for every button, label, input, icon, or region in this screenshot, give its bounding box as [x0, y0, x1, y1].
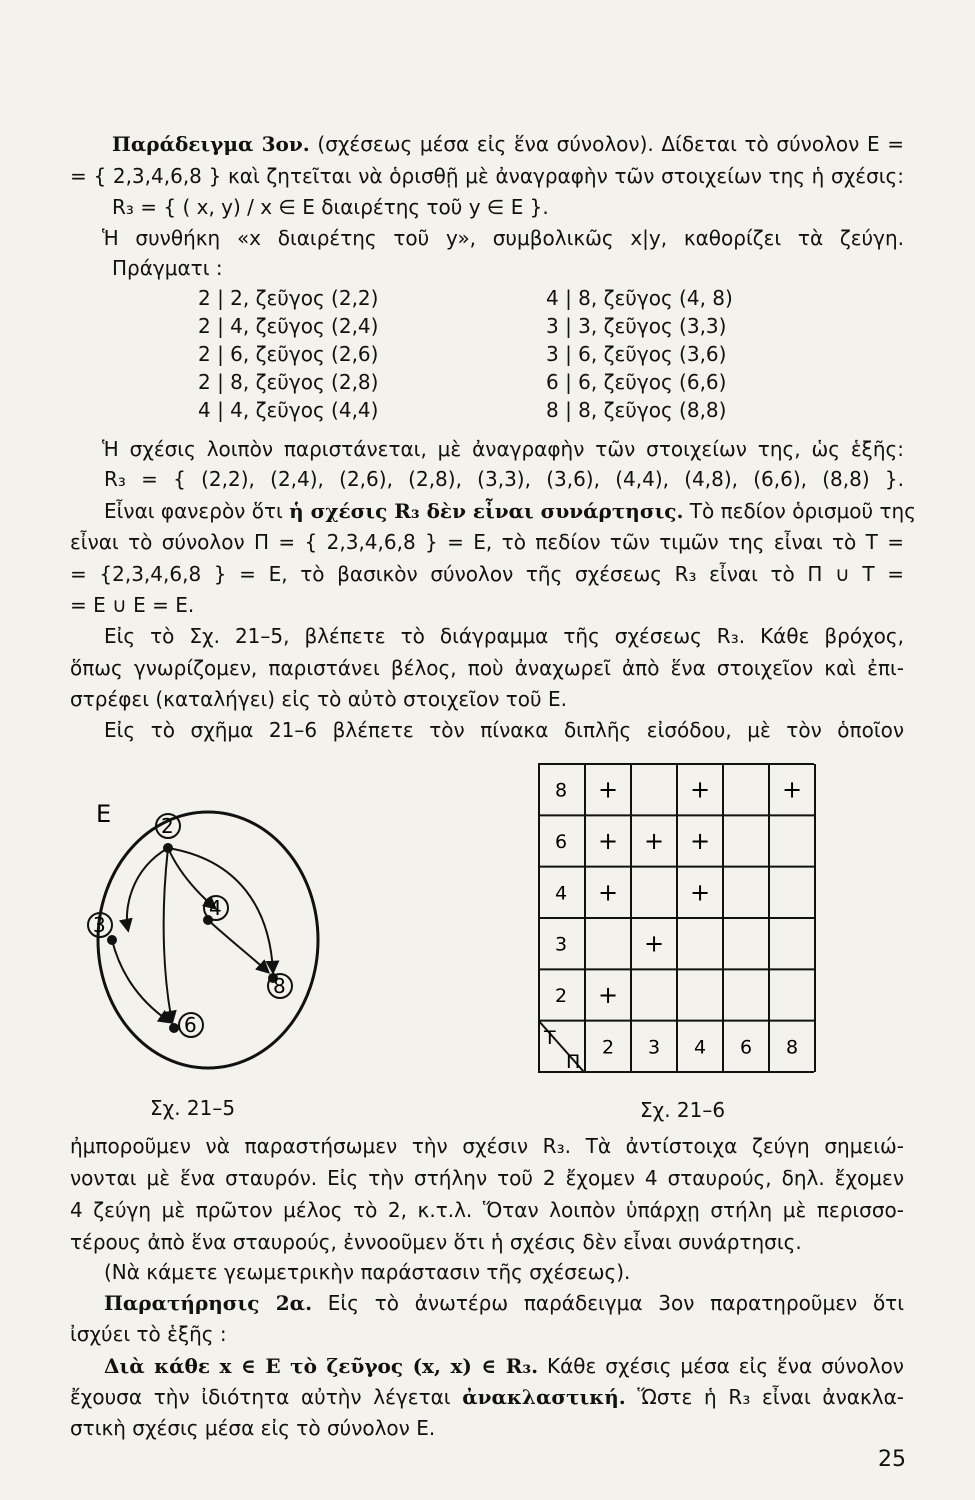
pair-item: 2 | 2, ζεῦγος (2,2)	[198, 286, 379, 310]
para2-line-1: Ἡ σχέσις λοιπὸν παριστάνεται, μὲ ἀναγραφὴν τῶν στοιχείων της, ὡς ἑξῆς:	[102, 437, 904, 461]
remark-line-2: ἰσχύει τὸ ἑξῆς :	[70, 1322, 227, 1346]
table-row-label: 8	[554, 779, 568, 802]
page-number: 25	[878, 1447, 906, 1472]
table-row-labels	[555, 780, 567, 1007]
reflexive-term: ἀνακλαστική.	[462, 1385, 626, 1409]
pairs-right-list	[546, 284, 733, 424]
example-line-1	[112, 130, 904, 158]
remark-line-3	[104, 1352, 904, 1380]
pair-item: 2 | 4, ζεῦγος (2,4)	[198, 314, 379, 338]
node-dot-6	[169, 1023, 179, 1033]
para2-line-6: = Ε ∪ Ε = Ε.	[70, 593, 195, 617]
para2-line-4: εἶναι τὸ σύνολον Π = { 2,3,4,6,8 } = E, τὸ πεδίον τῶν τιμῶν της εἶναι τὸ Τ =	[70, 530, 904, 554]
node-label-6: 6	[184, 1013, 197, 1037]
para2-line-3c: Τὸ πεδίον ὁρισμοῦ της	[683, 499, 916, 523]
table-cross-mark: +	[689, 827, 711, 855]
table-row-label: 3	[554, 933, 568, 956]
table-cross-mark: +	[689, 775, 711, 804]
node-label-2: 2	[161, 814, 174, 838]
table-column-label: 8	[785, 1036, 799, 1059]
relation-listing: R₃ = { (2,2), (2,4), (2,6), (2,8), (3,3), (3,6), (4,4), (4,8), (6,6), (8,8) }.	[104, 467, 904, 491]
table-marks	[598, 776, 802, 1009]
reflexive-condition: Διὰ κάθε x ∈ E τὸ ζεῦγος (x, x) ∈ R₃.	[104, 1354, 539, 1378]
table-row-label: 4	[554, 882, 568, 905]
remark-line-3-text: Κάθε σχέσις μέσα εἰς ἕνα σύνολον	[538, 1354, 904, 1378]
corner-label-top: Τ	[544, 1027, 556, 1049]
pair-item: 3 | 3, ζεῦγος (3,3)	[546, 314, 727, 338]
figure-caption-21-5: Σχ. 21–5	[150, 1096, 236, 1120]
not-function-statement: ἡ σχέσις R₃ δὲν εἶναι συνάρτησις.	[289, 499, 684, 523]
table-cross-mark: +	[781, 775, 803, 804]
para5-line-2: νονται μὲ ἕνα σταυρόν. Εἰς τὴν στήλην τοῦ 2 ἔχομεν 4 σταυρούς, δηλ. ἔχομεν	[70, 1166, 904, 1190]
table-column-label: 2	[601, 1036, 615, 1059]
node-dot-2	[163, 843, 173, 853]
relation-definition: R₃ = { ( x, y) / x ∈ E διαιρέτης τοῦ y ∈ E }.	[112, 195, 549, 219]
figure-caption-21-6: Σχ. 21–6	[640, 1098, 726, 1122]
para2-line-3	[104, 497, 916, 525]
table-cross-mark: +	[597, 981, 619, 1009]
para2-line-5: = {2,3,4,6,8 } = Ε, τὸ βασικὸν σύνολον τῆς σχέσεως R₃ εἶναι τὸ Π ∪ Τ =	[70, 562, 904, 586]
example-line-1-text: (σχέσεως μέσα εἰς ἕνα σύνολον). Δίδεται τὸ σύνολον Ε =	[317, 132, 905, 156]
pair-item: 8 | 8, ζεῦγος (8,8)	[546, 398, 727, 422]
arrow-3-to-6	[112, 940, 170, 1022]
table-cross-mark: +	[643, 827, 665, 855]
remark-line-5: στικὴ σχέσις μέσα εἰς τὸ σύνολον Ε.	[70, 1416, 436, 1440]
example-heading: Παράδειγμα 3ον.	[112, 132, 310, 156]
table-column-label: 6	[739, 1036, 753, 1059]
node-dot-3	[107, 935, 117, 945]
table-cross-mark: +	[597, 827, 619, 855]
table-cross-mark: +	[689, 878, 711, 907]
remark-heading: Παρατήρησις 2α.	[104, 1291, 313, 1315]
pair-item: 3 | 6, ζεῦγος (3,6)	[546, 342, 727, 366]
pair-item: 2 | 6, ζεῦγος (2,6)	[198, 342, 379, 366]
pair-item: 4 | 8, ζεῦγος (4, 8)	[546, 286, 733, 310]
table-cross-mark: +	[597, 775, 619, 804]
para5-line-1: ἠμποροῦμεν νὰ παραστήσωμεν τὴν σχέσιν R₃. Τὰ ἀντίστοιχα ζεύγη σημειώ-	[70, 1134, 904, 1158]
node-label-8: 8	[273, 974, 286, 998]
pair-item: 6 | 6, ζεῦγος (6,6)	[546, 370, 727, 394]
table-grid	[538, 764, 815, 1072]
set-boundary	[98, 812, 318, 1068]
para3-line-1: Εἰς τὸ Σχ. 21–5, βλέπετε τὸ διάγραμμα τῆς σχέσεως R₃. Κάθε βρόχος,	[104, 624, 904, 648]
relation-diagram	[60, 760, 350, 1080]
para3-line-3: στρέφει (καταλήγει) εἰς τὸ αὐτὸ στοιχεῖον τοῦ Ε.	[70, 687, 567, 711]
node-label-4: 4	[209, 896, 222, 920]
pairs-left-list	[198, 284, 378, 424]
para4-line-1: Εἰς τὸ σχῆμα 21–6 βλέπετε τὸν πίνακα διπλῆς εἰσόδου, μὲ τὸν ὁποῖον	[104, 718, 904, 742]
table-row-label: 2	[554, 985, 568, 1007]
table-cross-mark: +	[597, 878, 619, 907]
remark-line-1	[104, 1289, 904, 1317]
indeed-label: Πράγματι :	[112, 256, 223, 280]
example-line-2: = { 2,3,4,6,8 } καὶ ζητεῖται νὰ ὁρισθῇ μὲ ἀναγραφὴν τῶν στοιχείων της ἡ σχέσις:	[70, 164, 904, 188]
table-column-label: 4	[693, 1036, 707, 1059]
arrow-2-to-6	[164, 848, 172, 1022]
double-entry-table	[538, 762, 818, 1082]
table-row-label: 6	[554, 831, 568, 853]
node-label-3: 3	[93, 913, 106, 937]
remark-line-4c: Ὥστε ἡ R₃ εἶναι ἀνακλα-	[625, 1385, 904, 1409]
para2-line-3a: Εἶναι φανερὸν ὅτι	[104, 499, 290, 523]
arrow-4-to-8	[208, 920, 268, 972]
para5-line-4: τέρους ἀπὸ ἕνα σταυρούς, ἐννοοῦμεν ὅτι ἡ σχέσις δὲν εἶναι συνάρτησις.	[70, 1230, 802, 1254]
set-label: E	[96, 800, 112, 828]
para5-line-3: 4 ζεύγη μὲ πρῶτον μέλος τὸ 2, κ.τ.λ. Ὅταν λοιπὸν ὑπάρχῃ στήλη μὲ περισσο-	[70, 1198, 904, 1222]
corner-label-bottom: Π	[566, 1051, 581, 1073]
pair-item: 4 | 4, ζεῦγος (4,4)	[198, 398, 379, 422]
pair-item: 2 | 8, ζεῦγος (2,8)	[198, 370, 379, 394]
para3-line-2: ὅπως γνωρίζομεν, παριστάνει βέλος, ποὺ ἀναχωρεῖ ἀπὸ ἕνα στοιχεῖον καὶ ἐπι-	[70, 656, 904, 680]
para5-line-5: (Νὰ κάμετε γεωμετρικὴν παράστασιν τῆς σχέσεως).	[104, 1260, 631, 1284]
table-column-label: 3	[647, 1036, 661, 1059]
remark-line-4	[70, 1383, 904, 1411]
remark-line-1-text: Εἰς τὸ ἀνωτέρω παράδειγμα 3ον παρατηροῦμεν ὅτι	[327, 1291, 904, 1315]
table-cross-mark: +	[643, 929, 665, 958]
remark-line-4a: ἔχουσα τὴν ἰδιότητα αὐτὴν λέγεται	[70, 1385, 463, 1409]
condition-sentence: Ἡ συνθήκη «x διαιρέτης τοῦ y», συμβολικῶς x|y, καθορίζει τὰ ζεύγη.	[102, 226, 904, 250]
arrow-2-to-3	[127, 848, 168, 930]
